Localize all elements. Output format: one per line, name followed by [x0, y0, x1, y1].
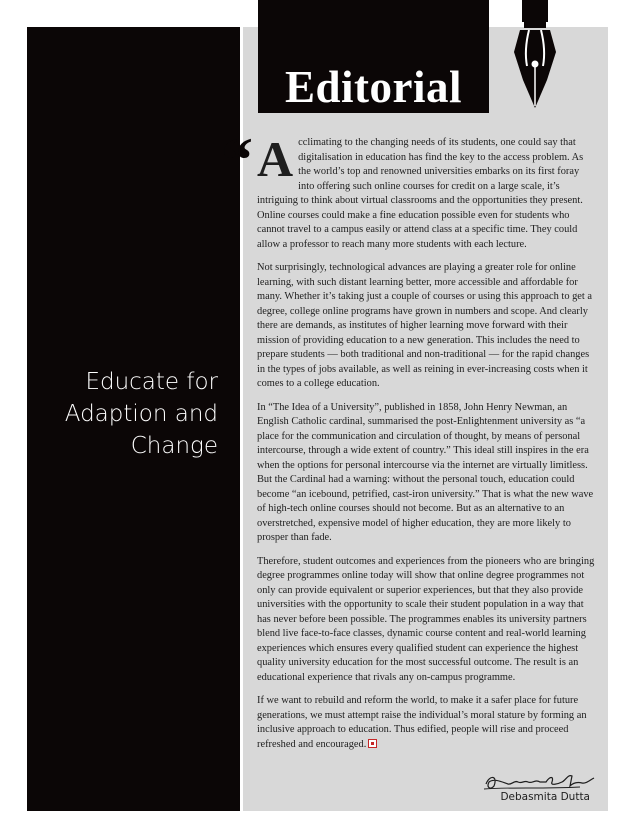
article-body [257, 131, 595, 761]
drop-cap: A [257, 131, 294, 187]
paragraph-1 [257, 131, 595, 252]
page-title: Editorial [284, 62, 462, 112]
paragraph-5 [257, 694, 595, 752]
end-of-article-icon [368, 739, 377, 748]
fountain-pen-icon [500, 0, 570, 112]
paragraph-3: In “The Idea of a University”, published in 1858, John Henry Newman, an English Catholic cardinal, summarised the post-Enlightenment university as “a place for the communication and circulation of thought, by means of personal intercourse, through a wide extent of country.” This ideal still inspires in the era when the options for personal intercourse via the internet are virtually limitless. But the Cardinal had a warning: without the personal touch, education could become “an icebound, petrified, cast-iron university.” That is what the new wave of high-tech online courses should not become. But as an alternative to an overstretched, expensive model of higher education, they are more likely to prosper than fade. [257, 401, 594, 543]
author-name: Debasmita Dutta [500, 791, 590, 803]
side-heading: Educate for Adaption and Change [64, 369, 218, 459]
opening-quote-mark: “ [221, 124, 253, 195]
signature-image [480, 770, 600, 792]
paragraph-4: Therefore, student outcomes and experiences from the pioneers who are bringing degree programmes online today will show that online degree programmes not only can provide equivalent or superior experiences, but that they also provide universities with the opportunity to scale their student population in a way that has never before been possible. The programmes enables its university partners blend live face-to-face classes, dynamic course content and real-world learning experiences which ensures every qualified student can experience the highest quality university education for the most successful outcome. The result is an educational experience that rivals any on-campus programme. [257, 555, 595, 683]
paragraph-5-text: If we want to rebuild and reform the world, to make it a safer place for future generations, we must attempt raise the individual’s moral stature by forming an inclusive approach to education. Thus edified, people will rise and proceed refreshed and encouraged. [257, 695, 587, 750]
paragraph-1-text: cclimating to the changing needs of its students, one could say that digitalisation in education has find the key to the access problem. As the world’s top and renowned universities embarks on its first foray into offering such online courses for credit on a large scale, it’s intriguing to think about virtual classrooms and the opportunities they present. Online courses could make a fine education possible even for students who cannot travel to a campus easily or attend class at a specific time. They could allow a professor to reach many more students with each lecture. [257, 137, 584, 250]
paragraph-2: Not surprisingly, technological advances are playing a greater role for online learning, with such distant learning better, more accessible and affordable for many. Whether it’s taking just a couple of courses or using this approach to get a degree, college online programs have grown in numbers and scope. And clearly there are demands, as institutes of higher learning move forward with their mission of providing education to a new generation. This includes the need to prepare students — both traditional and non-traditional — for the rapid changes in the types of jobs available, as well as reining in ever-increasing costs when it comes to a college education. [257, 262, 593, 389]
